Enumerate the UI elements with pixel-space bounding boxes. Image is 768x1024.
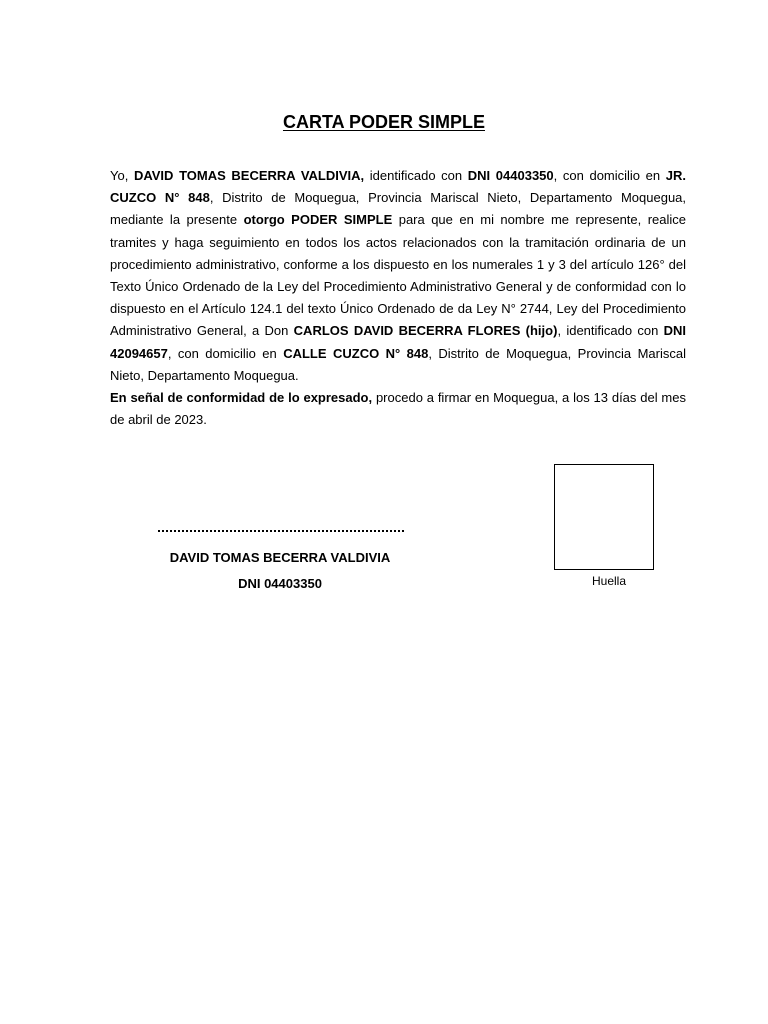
signature-line: [158, 530, 404, 532]
body-paragraph-1: [110, 165, 686, 387]
paragraph-1-text-2: identificado con: [364, 168, 468, 183]
grantor-dni: DNI 04403350: [467, 168, 554, 183]
attorney-dni: DNI 42094657: [110, 323, 686, 361]
grantor-name: DAVID TOMAS BECERRA VALDIVIA,: [133, 168, 365, 183]
document-body: [110, 165, 686, 431]
paragraph-2-text-1: procedo a firmar en Moquegua, a los 13 días del mes de abril de 2023.: [110, 390, 686, 428]
paragraph-1-text-5: para que en mi nombre me represente, realice tramites y haga seguimiento en todos los actos relacionados con la tramitación ordinaria de un procedimiento administrativo, conforme a los dispuesto en los numerales 1 y 3 del artículo 126° del Texto Único Ordenado de la Ley del Procedimiento Administrativo General y de conformidad con lo dispuesto en el Artículo 124.1 del texto Único Ordenado de da Ley N° 2744, Ley del Procedimiento Administrativo General, a Don: [110, 212, 687, 339]
paragraph-1-text-8: , Distrito de Moquegua, Provincia Mariscal Nieto, Departamento Moquegua.: [110, 345, 686, 383]
body-paragraph-2: [110, 387, 686, 431]
signer-dni: DNI 04403350: [238, 576, 322, 591]
paragraph-1-text-1: Yo,: [110, 168, 134, 183]
thumbprint-label: Huella: [591, 574, 627, 588]
grantor-address: JR. CUZCO N° 848: [110, 168, 686, 206]
power-grant-phrase: otorgo PODER SIMPLE: [243, 212, 393, 228]
thumbprint-box: [554, 464, 654, 570]
document-title: CARTA PODER SIMPLE: [282, 112, 485, 132]
paragraph-1-text-4: , Distrito de Moquegua, Provincia Mariscal Nieto, Departamento Moquegua, mediante la presente: [110, 190, 687, 228]
paragraph-1-text-7: , con domicilio en: [167, 345, 284, 361]
attorney-address: CALLE CUZCO N° 848: [283, 345, 429, 361]
conformity-phrase: En señal de conformidad de lo expresado,: [110, 390, 373, 406]
attorney-name: CARLOS DAVID BECERRA FLORES (hijo): [293, 323, 558, 339]
signer-name: DAVID TOMAS BECERRA VALDIVIA: [169, 550, 391, 565]
paragraph-1-text-3: , con domicilio en: [553, 168, 666, 183]
paragraph-1-text-6: , identificado con: [557, 323, 664, 339]
